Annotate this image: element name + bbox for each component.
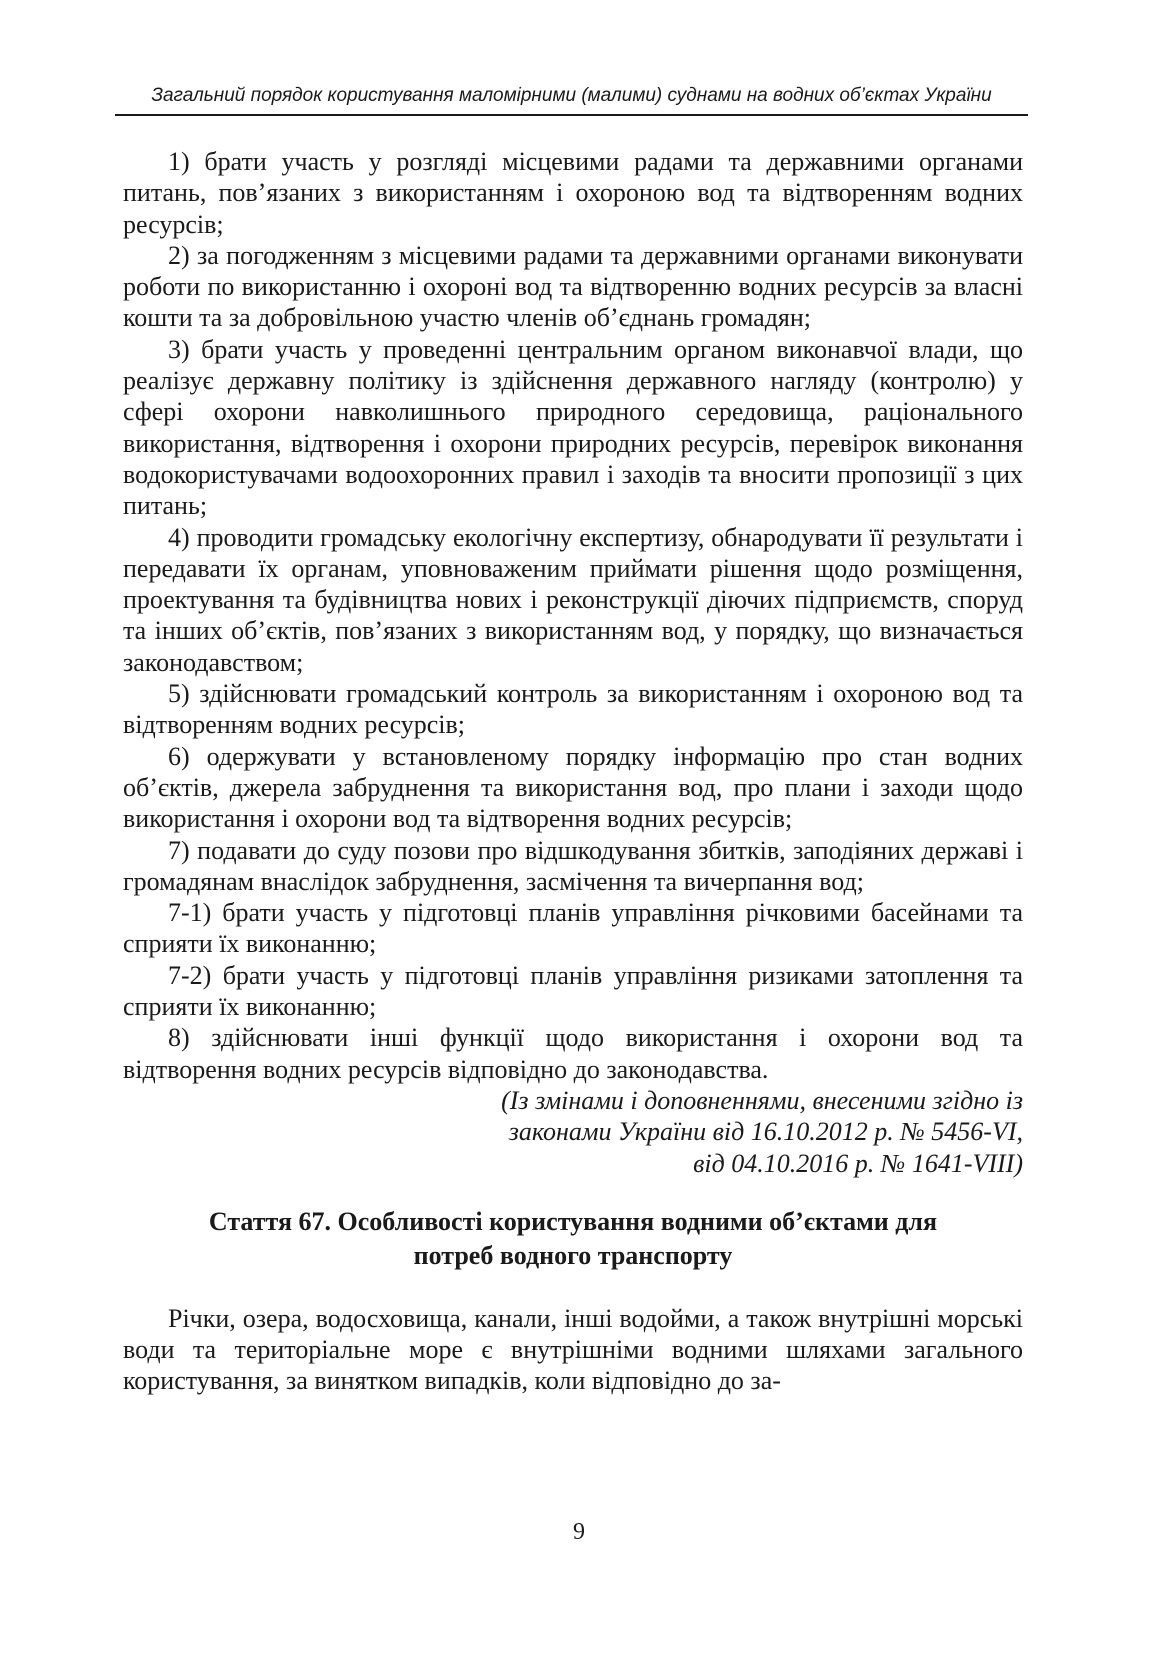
list-item-8: 8) здійснювати інші функції щодо використання і охорони вод та відтворення водних ресурсів відповідно до законодавства. xyxy=(123,1023,1023,1084)
page-number: 9 xyxy=(573,1519,585,1545)
list-item-7-2: 7-2) брати участь у підготовці планів управління ризиками затоплення та сприяти їх виконанню; xyxy=(123,960,1023,1022)
amendment-note-line-1: (Із змінами і доповненнями, внесеними згідно із xyxy=(501,1085,1023,1115)
running-header: Загальний порядок користування маломірними (малими) суднами на водних об’єктах України xyxy=(151,85,992,106)
article-heading-line-1: Стаття 67. Особливості користування водними об’єктами для xyxy=(208,1206,938,1236)
article-heading xyxy=(123,1205,1023,1273)
page-body xyxy=(123,146,1023,1397)
header-divider xyxy=(115,114,1028,116)
amendment-note-line-2: законами України від 16.10.2012 р. № 5456-VI, xyxy=(508,1117,1023,1147)
list-item-7: 7) подавати до суду позови про відшкодування збитків, заподіяних державі і громадянам внаслідок забруднення, засмічення та вичерпання вод; xyxy=(123,835,1023,896)
list-item-1: 1) брати участь у розгляді місцевими радами та державними органами питань, пов’язаних з використанням і охороною вод та відтворенням водних ресурсів; xyxy=(123,147,1023,239)
article-paragraph: Річки, озера, водосховища, канали, інші водойми, а також внутрішні морські води та територіальне море є внутрішніми водними шляхами загального користування, за винятком випадків, коли відповідно до за- xyxy=(123,1303,1023,1396)
article-heading-line-2: потреб водного транспорту xyxy=(413,1240,733,1270)
list-item-5: 5) здійснювати громадський контроль за використанням і охороною вод та відтворенням водних ресурсів; xyxy=(123,679,1023,740)
list-item-3: 3) брати участь у проведенні центральним органом виконавчої влади, що реалізує державну політику із здійснення державного нагляду (контролю) у сфері охорони навколишнього природного середовища, раціонального використання, відтворення і охорони природних ресурсів, перевірок виконання водокористувачами водоохоронних правил і заходів та вносити пропозиції з цих питань; xyxy=(123,334,1023,521)
list-item-4: 4) проводити громадську екологічну експертизу, обнародувати її результати і передавати їх органам, уповноваженим приймати рішення щодо розміщення, проектування та будівництва нових і реконструкції діючих підприємств, споруд та інших об’єктів, пов’язаних з використанням вод, у порядку, що визначається законодавством; xyxy=(123,522,1023,677)
list-item-7-1: 7-1) брати участь у підготовці планів управління річковими басейнами та сприяти їх виконанню; xyxy=(123,898,1023,959)
amendment-note-line-3: від 04.10.2016 р. № 1641-VIII) xyxy=(693,1148,1023,1178)
list-item-2: 2) за погодженням з місцевими радами та державними органами виконувати роботи по використанню і охороні вод та відтворенню водних ресурсів за власні кошти та за добровільною участю членів об’єднань громадян; xyxy=(123,240,1023,333)
list-item-6: 6) одержувати у встановленому порядку інформацію про стан водних об’єктів, джерела забруднення та використання вод, про плани і заходи щодо використання і охорони вод та відтворення водних ресурсів; xyxy=(123,741,1023,834)
